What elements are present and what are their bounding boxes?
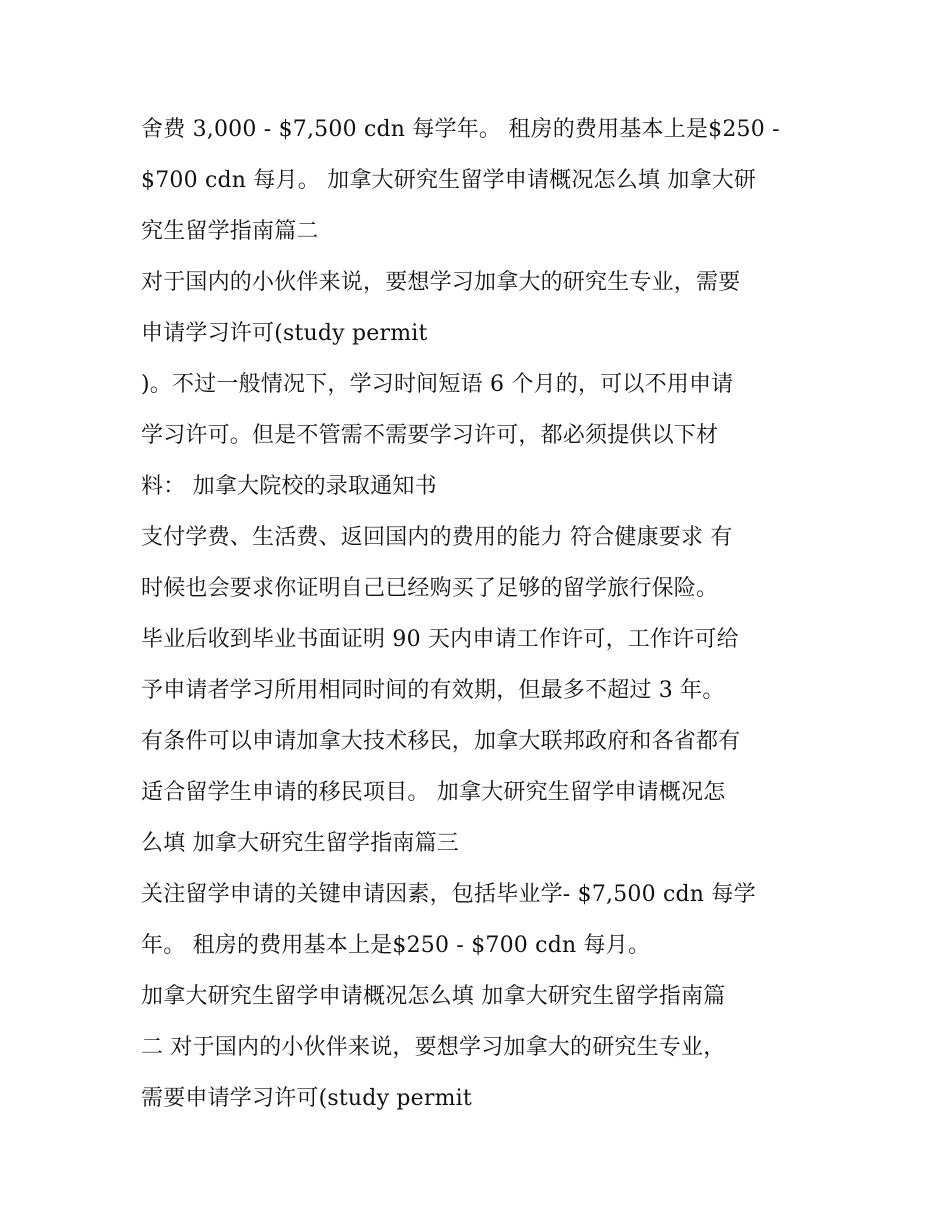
- text-line: 关注留学申请的关键申请因素，包括毕业学- $7,500 cdn 每学: [141, 882, 756, 907]
- text-line: 料： 加拿大院校的录取通知书: [141, 474, 437, 499]
- text-line: $700 cdn 每月。 加拿大研究生留学申请概况怎么填 加拿大研: [141, 168, 757, 193]
- text-line: 二 对于国内的小伙伴来说，要想学习加拿大的研究生专业，: [141, 1035, 726, 1060]
- text-line: 究生留学指南篇二: [141, 219, 319, 244]
- text-line: 对于国内的小伙伴来说，要想学习加拿大的研究生专业，需要: [141, 270, 741, 295]
- text-line: 加拿大研究生留学申请概况怎么填 加拿大研究生留学指南篇: [141, 984, 726, 1009]
- text-line: 有条件可以申请加拿大技术移民，加拿大联邦政府和各省都有: [141, 729, 741, 754]
- text-line: 支付学费、生活费、返回国内的费用的能力 符合健康要求 有: [141, 525, 733, 550]
- text-line: 学习许可。但是不管需不需要学习许可，都必须提供以下材: [141, 423, 719, 448]
- text-line: 适合留学生申请的移民项目。 加拿大研究生留学申请概况怎: [141, 780, 726, 805]
- text-line: 毕业后收到毕业书面证明 90 天内申请工作许可，工作许可给: [141, 627, 739, 652]
- text-line: 需要申请学习许可(study permit: [141, 1086, 472, 1111]
- text-line: 舍费 3,000 - $7,500 cdn 每学年。 租房的费用基本上是$250 -: [141, 117, 780, 142]
- text-line: 予申请者学习所用相同时间的有效期，但最多不超过 3 年。: [141, 678, 725, 703]
- text-line: 么填 加拿大研究生留学指南篇三: [141, 831, 459, 856]
- text-line: 申请学习许可(study permit: [141, 321, 428, 346]
- text-line: 时候也会要求你证明自己已经购买了足够的留学旅行保险。: [141, 576, 719, 601]
- text-line: )。不过一般情况下，学习时间短语 6 个月的，可以不用申请: [141, 372, 734, 397]
- text-line: 年。 租房的费用基本上是$250 - $700 cdn 每月。: [141, 933, 651, 958]
- document-body: [141, 107, 821, 1127]
